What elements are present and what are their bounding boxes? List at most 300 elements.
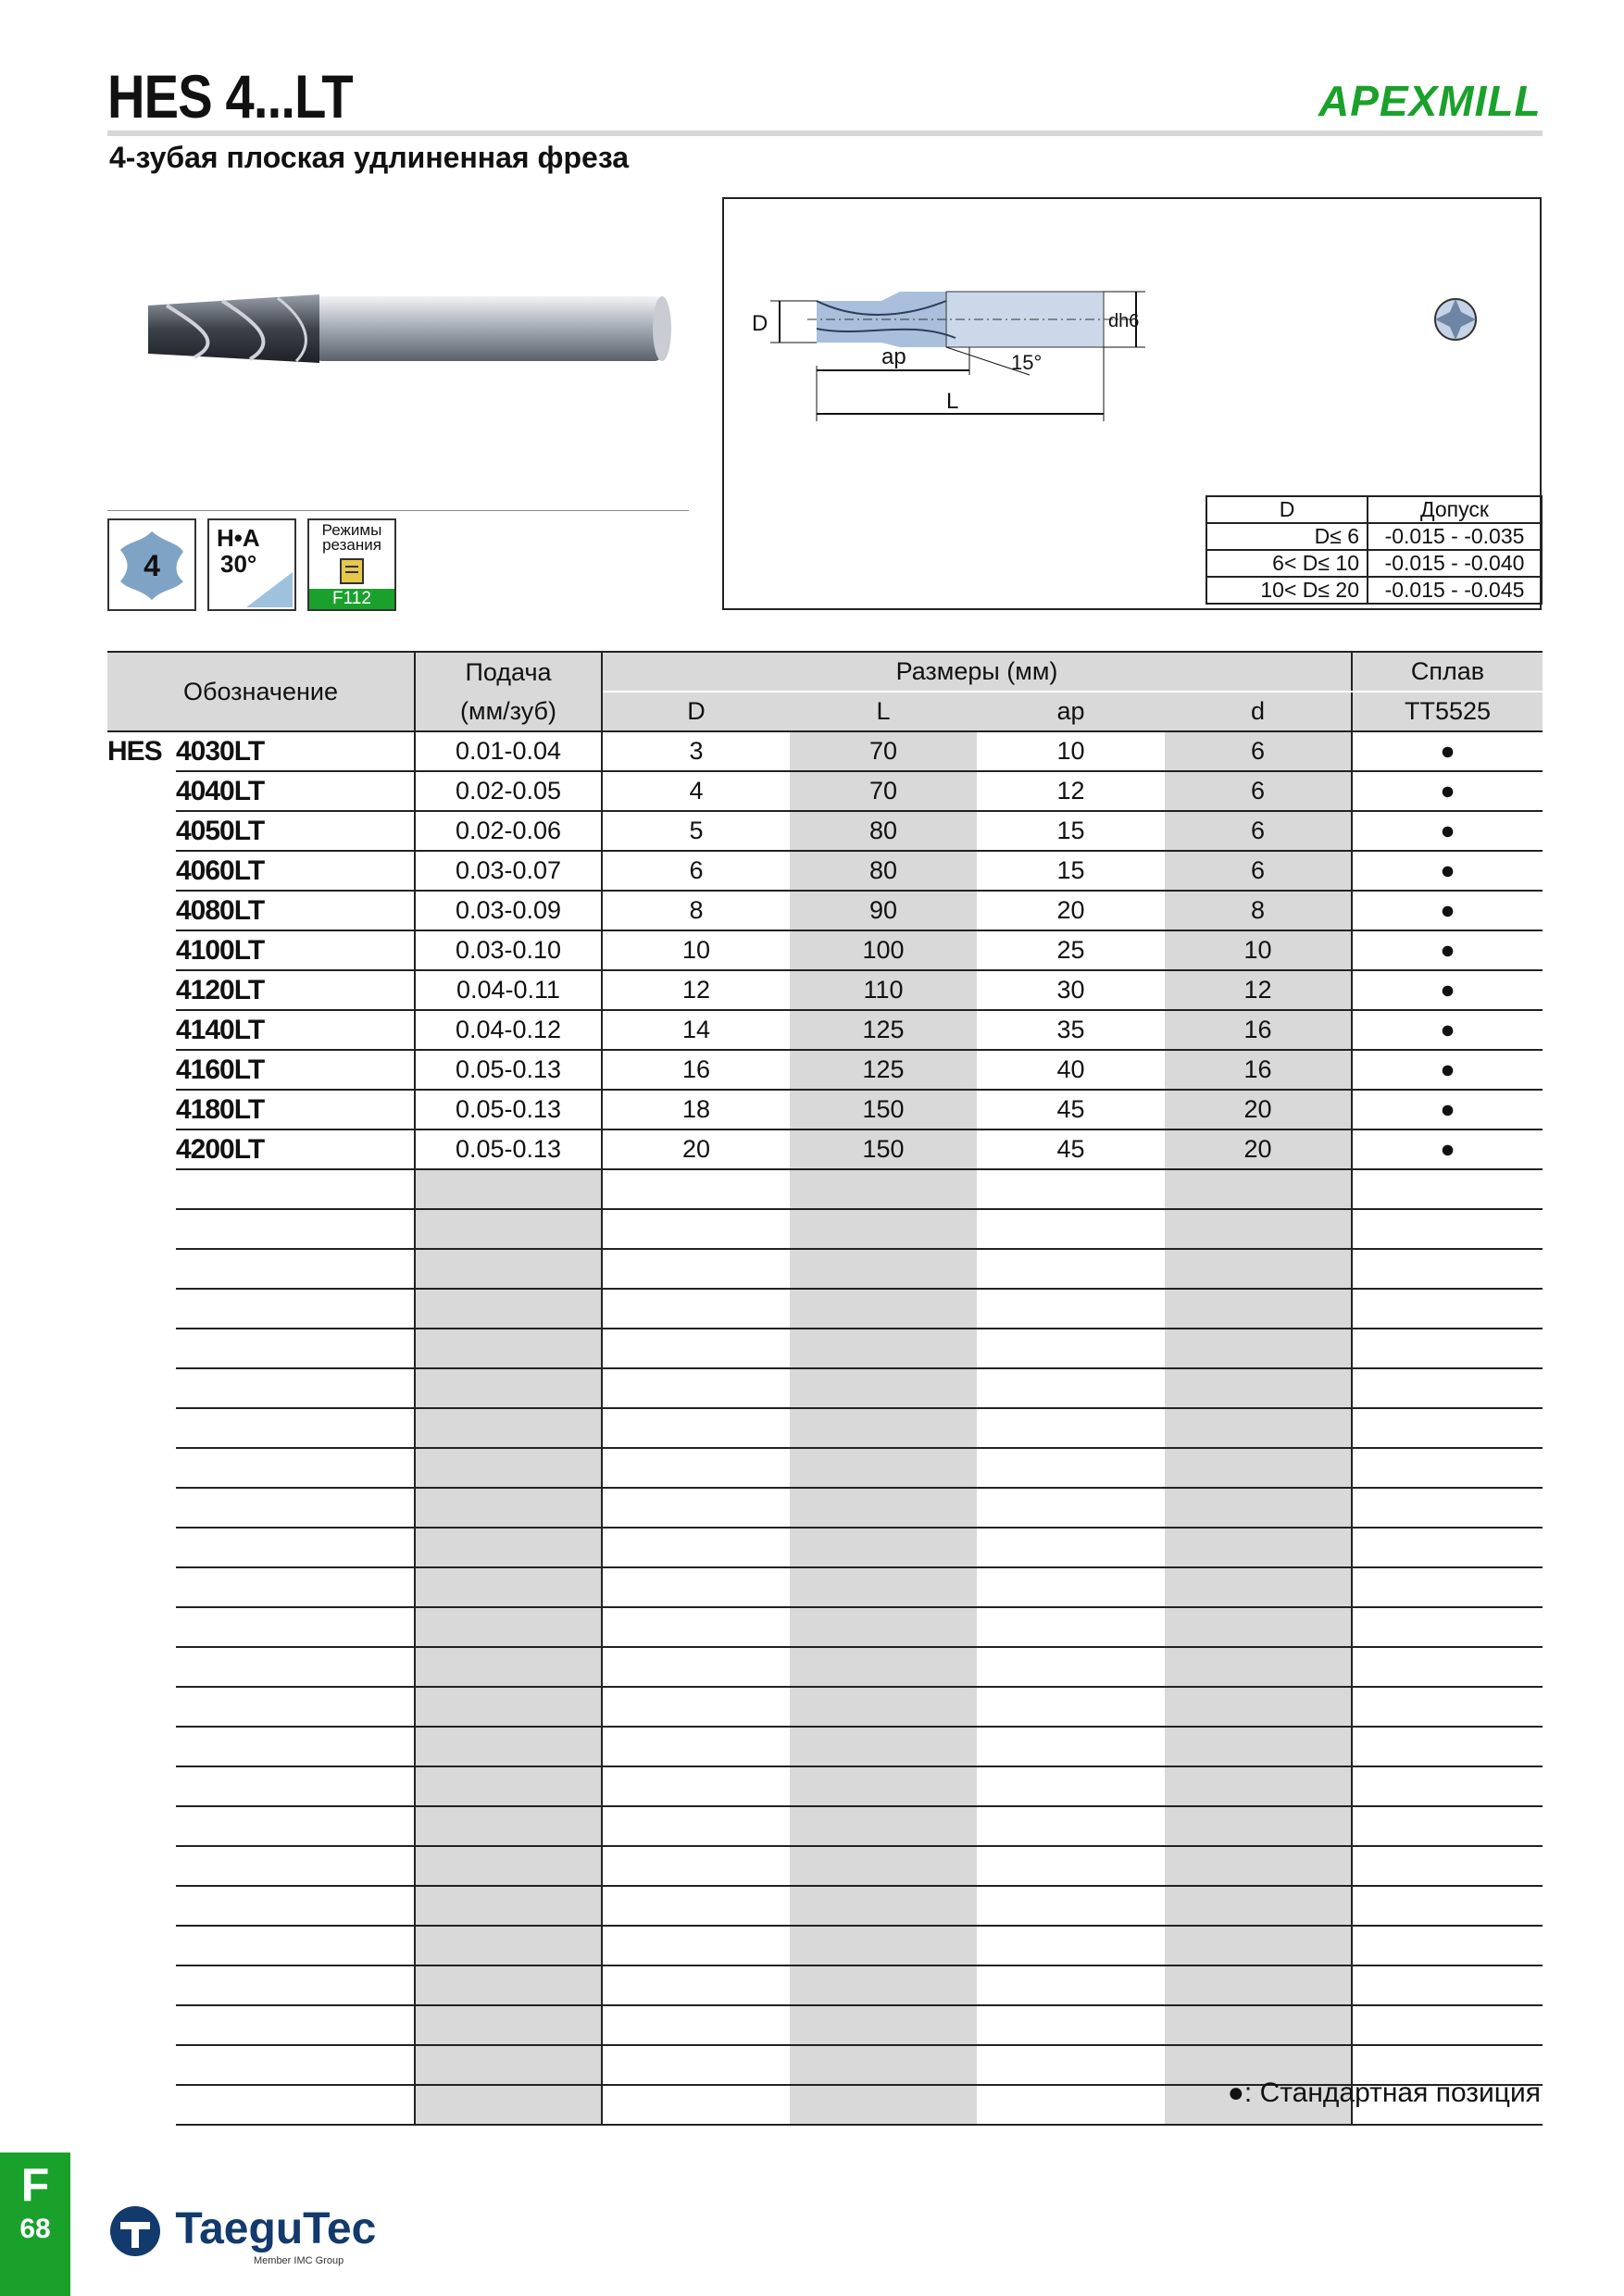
row-d: 10 bbox=[1165, 930, 1352, 970]
row-ap bbox=[977, 2085, 1165, 2125]
row-prefix bbox=[107, 1727, 176, 1766]
row-D bbox=[602, 1528, 790, 1567]
row-feed: 0.02-0.05 bbox=[415, 771, 602, 811]
row-feed bbox=[415, 1329, 602, 1368]
company-name: TaeguTec bbox=[175, 2204, 377, 2253]
row-ap: 25 bbox=[977, 930, 1165, 970]
row-L bbox=[790, 1727, 977, 1766]
row-ap bbox=[977, 1249, 1165, 1289]
row-d bbox=[1165, 1886, 1352, 1926]
header-L: L bbox=[790, 692, 977, 731]
row-prefix: HES bbox=[107, 736, 162, 767]
taegutec-emblem-icon bbox=[107, 2203, 163, 2259]
row-L: 80 bbox=[790, 811, 977, 851]
row-code bbox=[176, 1528, 415, 1567]
row-code: 4060LT bbox=[176, 851, 415, 891]
row-feed bbox=[415, 2005, 602, 2045]
table-row bbox=[107, 1408, 1543, 1448]
table-row bbox=[107, 2005, 1543, 2045]
row-standard-mark bbox=[1352, 1488, 1543, 1528]
row-prefix bbox=[107, 1687, 176, 1727]
row-code: 4160LT bbox=[176, 1050, 415, 1090]
table-row bbox=[107, 1448, 1543, 1488]
header-d: d bbox=[1165, 692, 1352, 731]
angle-wedge-icon bbox=[246, 568, 294, 609]
row-D bbox=[602, 1965, 790, 2005]
row-d bbox=[1165, 1766, 1352, 1806]
row-ap bbox=[977, 1846, 1165, 1886]
row-ap: 15 bbox=[977, 811, 1165, 851]
table-row bbox=[107, 1766, 1543, 1806]
row-d bbox=[1165, 1169, 1352, 1209]
row-code bbox=[176, 1806, 415, 1846]
table-row bbox=[107, 1488, 1543, 1528]
table-row bbox=[107, 1010, 1543, 1050]
tol-range: D≤ 6 bbox=[1206, 523, 1368, 550]
row-d bbox=[1165, 1687, 1352, 1727]
row-prefix bbox=[107, 851, 176, 891]
table-row bbox=[107, 1050, 1543, 1090]
row-prefix bbox=[107, 1448, 176, 1488]
row-ap bbox=[977, 2005, 1165, 2045]
row-prefix bbox=[107, 1408, 176, 1448]
row-ap bbox=[977, 1687, 1165, 1727]
table-row bbox=[107, 1647, 1543, 1687]
row-code bbox=[176, 1607, 415, 1647]
table-row bbox=[107, 771, 1543, 811]
table-row bbox=[107, 1687, 1543, 1727]
product-table bbox=[107, 651, 1543, 2126]
separator-line bbox=[107, 510, 689, 511]
tol-range: 10< D≤ 20 bbox=[1206, 577, 1368, 604]
cutting-ref[interactable]: F112 bbox=[309, 589, 394, 609]
row-ap bbox=[977, 1766, 1165, 1806]
row-D bbox=[602, 1727, 790, 1766]
row-code: 4100LT bbox=[176, 930, 415, 970]
row-L bbox=[790, 1607, 977, 1647]
header-dimensions: Размеры (мм) bbox=[602, 652, 1352, 692]
row-prefix bbox=[107, 1647, 176, 1687]
section-letter: F bbox=[20, 2159, 50, 2211]
row-L bbox=[790, 2005, 977, 2045]
company-logo bbox=[107, 2203, 377, 2266]
header-feed-1: Подача bbox=[415, 652, 602, 692]
row-prefix bbox=[107, 1249, 176, 1289]
row-prefix bbox=[107, 1129, 176, 1169]
row-d bbox=[1165, 1528, 1352, 1567]
tol-header-d: D bbox=[1206, 496, 1368, 523]
table-row bbox=[107, 1965, 1543, 2005]
row-standard-mark: ● bbox=[1352, 1090, 1543, 1129]
row-L bbox=[790, 1289, 977, 1329]
row-ap: 45 bbox=[977, 1129, 1165, 1169]
row-L bbox=[790, 1249, 977, 1289]
row-d bbox=[1165, 1647, 1352, 1687]
row-D bbox=[602, 1249, 790, 1289]
header-D: D bbox=[602, 692, 790, 731]
table-row bbox=[107, 1846, 1543, 1886]
row-D bbox=[602, 1567, 790, 1607]
row-ap bbox=[977, 1727, 1165, 1766]
row-standard-mark: ● bbox=[1352, 970, 1543, 1010]
row-feed bbox=[415, 1687, 602, 1727]
row-D: 5 bbox=[602, 811, 790, 851]
row-L bbox=[790, 1408, 977, 1448]
row-prefix bbox=[107, 1806, 176, 1846]
row-L bbox=[790, 1169, 977, 1209]
header-feed-2: (мм/зуб) bbox=[415, 692, 602, 731]
row-code bbox=[176, 1766, 415, 1806]
row-feed bbox=[415, 1647, 602, 1687]
row-d: 20 bbox=[1165, 1129, 1352, 1169]
table-row bbox=[107, 930, 1543, 970]
row-code bbox=[176, 1846, 415, 1886]
row-prefix bbox=[107, 811, 176, 851]
row-feed bbox=[415, 1886, 602, 1926]
row-L bbox=[790, 1766, 977, 1806]
row-standard-mark bbox=[1352, 1607, 1543, 1647]
row-L: 100 bbox=[790, 930, 977, 970]
row-code: 4080LT bbox=[176, 891, 415, 930]
header-alloy: Сплав bbox=[1352, 652, 1543, 692]
row-standard-mark bbox=[1352, 1647, 1543, 1687]
row-L bbox=[790, 1528, 977, 1567]
row-ap bbox=[977, 1408, 1165, 1448]
cutting-conditions-icon bbox=[307, 518, 396, 611]
row-prefix bbox=[107, 1926, 176, 1965]
row-standard-mark: ● bbox=[1352, 731, 1543, 771]
row-standard-mark bbox=[1352, 1567, 1543, 1607]
row-standard-mark bbox=[1352, 1727, 1543, 1766]
page-title: HES 4...LT bbox=[107, 62, 353, 131]
row-standard-mark bbox=[1352, 1528, 1543, 1567]
row-D bbox=[602, 1886, 790, 1926]
table-row bbox=[107, 1926, 1543, 1965]
row-L: 70 bbox=[790, 771, 977, 811]
row-prefix bbox=[107, 1528, 176, 1567]
row-prefix bbox=[107, 771, 176, 811]
row-prefix bbox=[107, 1169, 176, 1209]
row-code: 4040LT bbox=[176, 771, 415, 811]
row-code bbox=[176, 1408, 415, 1448]
row-ap: 20 bbox=[977, 891, 1165, 930]
row-L bbox=[790, 2045, 977, 2085]
row-standard-mark bbox=[1352, 1926, 1543, 1965]
cutting-label-1: Режимы bbox=[321, 521, 382, 539]
row-standard-mark bbox=[1352, 1886, 1543, 1926]
row-code: 4030LT bbox=[176, 731, 415, 771]
row-L: 70 bbox=[790, 731, 977, 771]
row-D: 10 bbox=[602, 930, 790, 970]
row-feed bbox=[415, 1249, 602, 1289]
row-code bbox=[176, 1727, 415, 1766]
row-prefix bbox=[107, 1010, 176, 1050]
label-dh6: dh6 bbox=[1108, 311, 1140, 331]
row-L bbox=[790, 1209, 977, 1249]
row-code bbox=[176, 1289, 415, 1329]
row-D bbox=[602, 1368, 790, 1408]
row-code: 4120LT bbox=[176, 970, 415, 1010]
row-feed: 0.02-0.06 bbox=[415, 811, 602, 851]
row-ap bbox=[977, 1607, 1165, 1647]
row-ap: 40 bbox=[977, 1050, 1165, 1090]
row-prefix bbox=[107, 1846, 176, 1886]
table-row bbox=[107, 891, 1543, 930]
row-L bbox=[790, 1926, 977, 1965]
row-L bbox=[790, 1806, 977, 1846]
row-ap bbox=[977, 1448, 1165, 1488]
row-standard-mark bbox=[1352, 1249, 1543, 1289]
table-row bbox=[107, 1727, 1543, 1766]
row-prefix bbox=[107, 1567, 176, 1607]
row-feed: 0.03-0.09 bbox=[415, 891, 602, 930]
row-feed bbox=[415, 1567, 602, 1607]
row-d: 16 bbox=[1165, 1010, 1352, 1050]
table-row bbox=[107, 851, 1543, 891]
row-standard-mark: ● bbox=[1352, 930, 1543, 970]
row-ap bbox=[977, 1926, 1165, 1965]
row-prefix bbox=[107, 1488, 176, 1528]
table-row bbox=[107, 1169, 1543, 1209]
row-L bbox=[790, 1368, 977, 1408]
row-feed bbox=[415, 1926, 602, 1965]
row-feed: 0.04-0.12 bbox=[415, 1010, 602, 1050]
row-L bbox=[790, 2085, 977, 2125]
footnote: ●: Стандартная позиция bbox=[1227, 2078, 1541, 2108]
row-d: 8 bbox=[1165, 891, 1352, 930]
row-code bbox=[176, 1965, 415, 2005]
row-L bbox=[790, 1488, 977, 1528]
cutting-label-2: резания bbox=[322, 536, 381, 554]
row-D: 16 bbox=[602, 1050, 790, 1090]
row-D bbox=[602, 1926, 790, 1965]
row-D bbox=[602, 2045, 790, 2085]
row-prefix bbox=[107, 970, 176, 1010]
table-row bbox=[107, 1090, 1543, 1129]
row-feed bbox=[415, 1727, 602, 1766]
row-ap bbox=[977, 1488, 1165, 1528]
row-prefix bbox=[107, 1766, 176, 1806]
table-row bbox=[107, 1249, 1543, 1289]
row-standard-mark: ● bbox=[1352, 1050, 1543, 1090]
label-ap: ap bbox=[881, 344, 906, 369]
row-D: 14 bbox=[602, 1010, 790, 1050]
helix-angle-icon bbox=[207, 518, 296, 611]
row-D: 8 bbox=[602, 891, 790, 930]
row-code: 4180LT bbox=[176, 1090, 415, 1129]
flute-count: 4 bbox=[144, 549, 160, 582]
header-designation: Обозначение bbox=[107, 652, 415, 731]
row-ap: 10 bbox=[977, 731, 1165, 771]
helix-angle: 30° bbox=[220, 550, 257, 578]
row-code: 4200LT bbox=[176, 1129, 415, 1169]
row-feed bbox=[415, 1528, 602, 1567]
row-D bbox=[602, 1766, 790, 1806]
row-d bbox=[1165, 1329, 1352, 1368]
row-code bbox=[176, 1249, 415, 1289]
row-prefix bbox=[107, 1090, 176, 1129]
row-feed: 0.05-0.13 bbox=[415, 1090, 602, 1129]
row-feed bbox=[415, 1965, 602, 2005]
row-L: 150 bbox=[790, 1090, 977, 1129]
row-ap: 35 bbox=[977, 1010, 1165, 1050]
row-ap bbox=[977, 2045, 1165, 2085]
table-row bbox=[107, 970, 1543, 1010]
row-d: 6 bbox=[1165, 731, 1352, 771]
row-standard-mark bbox=[1352, 1169, 1543, 1209]
section-tab bbox=[0, 2152, 70, 2296]
row-feed bbox=[415, 1806, 602, 1846]
row-d bbox=[1165, 1607, 1352, 1647]
row-feed bbox=[415, 1846, 602, 1886]
row-ap bbox=[977, 1329, 1165, 1368]
row-code bbox=[176, 2045, 415, 2085]
row-D: 12 bbox=[602, 970, 790, 1010]
row-L bbox=[790, 1647, 977, 1687]
row-L: 150 bbox=[790, 1129, 977, 1169]
row-d: 6 bbox=[1165, 851, 1352, 891]
page-subtitle: 4-зубая плоская удлиненная фреза bbox=[109, 141, 630, 174]
brand-logo: APEXMILL bbox=[1318, 77, 1542, 125]
row-standard-mark bbox=[1352, 1806, 1543, 1846]
table-row bbox=[107, 1209, 1543, 1249]
row-prefix bbox=[107, 1368, 176, 1408]
row-feed bbox=[415, 1289, 602, 1329]
row-L: 125 bbox=[790, 1010, 977, 1050]
row-D: 18 bbox=[602, 1090, 790, 1129]
row-ap: 15 bbox=[977, 851, 1165, 891]
row-code bbox=[176, 1926, 415, 1965]
four-flute-icon bbox=[109, 520, 194, 609]
row-d: 6 bbox=[1165, 771, 1352, 811]
row-standard-mark bbox=[1352, 1329, 1543, 1368]
row-feed bbox=[415, 1408, 602, 1448]
header-divider bbox=[107, 131, 1543, 136]
row-ap bbox=[977, 1289, 1165, 1329]
row-ap bbox=[977, 1209, 1165, 1249]
row-feed: 0.03-0.07 bbox=[415, 851, 602, 891]
row-feed bbox=[415, 1607, 602, 1647]
row-d bbox=[1165, 1727, 1352, 1766]
row-L bbox=[790, 1886, 977, 1926]
row-L: 80 bbox=[790, 851, 977, 891]
row-standard-mark: ● bbox=[1352, 771, 1543, 811]
tol-value: -0.015 - -0.035 bbox=[1368, 523, 1542, 550]
row-prefix bbox=[107, 891, 176, 930]
row-D bbox=[602, 1169, 790, 1209]
row-prefix bbox=[107, 2085, 176, 2125]
row-D bbox=[602, 1687, 790, 1727]
row-d bbox=[1165, 1567, 1352, 1607]
row-d bbox=[1165, 1806, 1352, 1846]
row-D bbox=[602, 1846, 790, 1886]
tolerance-table bbox=[1206, 495, 1543, 605]
row-prefix bbox=[107, 2005, 176, 2045]
tol-range: 6< D≤ 10 bbox=[1206, 550, 1368, 577]
label-angle: 15° bbox=[1011, 351, 1043, 374]
row-D: 4 bbox=[602, 771, 790, 811]
row-ap bbox=[977, 1886, 1165, 1926]
row-feed bbox=[415, 1209, 602, 1249]
row-d: 12 bbox=[1165, 970, 1352, 1010]
row-D bbox=[602, 1806, 790, 1846]
tol-value: -0.015 - -0.040 bbox=[1368, 550, 1542, 577]
row-D bbox=[602, 1289, 790, 1329]
label-L: L bbox=[946, 389, 959, 414]
label-D: D bbox=[752, 311, 768, 336]
row-feed bbox=[415, 2085, 602, 2125]
row-d: 20 bbox=[1165, 1090, 1352, 1129]
row-D bbox=[602, 2085, 790, 2125]
row-prefix bbox=[107, 930, 176, 970]
flute-section-icon bbox=[1435, 299, 1476, 340]
row-standard-mark: ● bbox=[1352, 851, 1543, 891]
row-feed bbox=[415, 1169, 602, 1209]
row-prefix bbox=[107, 1886, 176, 1926]
row-ap bbox=[977, 1806, 1165, 1846]
row-L bbox=[790, 1965, 977, 2005]
row-prefix bbox=[107, 1329, 176, 1368]
row-standard-mark bbox=[1352, 1209, 1543, 1249]
row-feed bbox=[415, 1368, 602, 1408]
row-D: 3 bbox=[602, 731, 790, 771]
row-ap bbox=[977, 1647, 1165, 1687]
row-D bbox=[602, 2005, 790, 2045]
row-d bbox=[1165, 1368, 1352, 1408]
row-L bbox=[790, 1846, 977, 1886]
row-d bbox=[1165, 1488, 1352, 1528]
book-icon bbox=[337, 555, 369, 587]
helix-label: H•A bbox=[217, 524, 260, 552]
row-D bbox=[602, 1448, 790, 1488]
row-ap bbox=[977, 1169, 1165, 1209]
row-feed: 0.03-0.10 bbox=[415, 930, 602, 970]
row-L: 90 bbox=[790, 891, 977, 930]
row-d bbox=[1165, 1965, 1352, 2005]
row-L: 110 bbox=[790, 970, 977, 1010]
row-code bbox=[176, 1448, 415, 1488]
row-D bbox=[602, 1329, 790, 1368]
row-feed: 0.05-0.13 bbox=[415, 1129, 602, 1169]
table-row bbox=[107, 1806, 1543, 1846]
header-grade: TT5525 bbox=[1352, 692, 1543, 731]
row-prefix bbox=[107, 1209, 176, 1249]
row-code bbox=[176, 1647, 415, 1687]
row-d bbox=[1165, 1289, 1352, 1329]
row-code bbox=[176, 1329, 415, 1368]
row-code: 4140LT bbox=[176, 1010, 415, 1050]
row-standard-mark bbox=[1352, 1687, 1543, 1727]
row-ap bbox=[977, 1567, 1165, 1607]
row-prefix bbox=[107, 2045, 176, 2085]
row-code bbox=[176, 1488, 415, 1528]
row-ap: 30 bbox=[977, 970, 1165, 1010]
row-d: 16 bbox=[1165, 1050, 1352, 1090]
row-ap bbox=[977, 1368, 1165, 1408]
table-row bbox=[107, 1607, 1543, 1647]
row-L bbox=[790, 1448, 977, 1488]
row-code bbox=[176, 1687, 415, 1727]
row-L: 125 bbox=[790, 1050, 977, 1090]
table-row bbox=[107, 731, 1543, 771]
row-ap: 12 bbox=[977, 771, 1165, 811]
row-L bbox=[790, 1687, 977, 1727]
page-number: 68 bbox=[19, 2214, 51, 2244]
row-code bbox=[176, 1567, 415, 1607]
row-code bbox=[176, 1209, 415, 1249]
row-d bbox=[1165, 2005, 1352, 2045]
row-code bbox=[176, 1886, 415, 1926]
